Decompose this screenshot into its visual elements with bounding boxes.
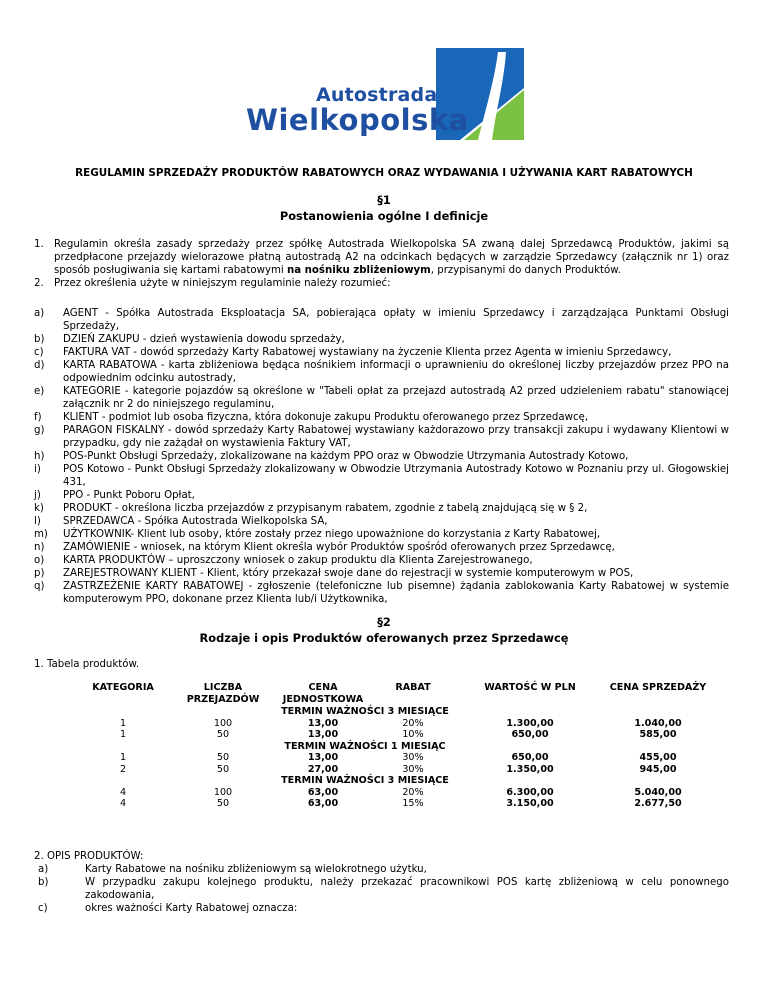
term-label: TERMIN WAŻNOŚCI 3 MIESIĄCE — [281, 706, 449, 717]
definition-item — [0, 502, 768, 515]
definition-label: j) — [34, 490, 41, 501]
definition-label: b) — [34, 334, 45, 345]
definition-label: i) — [34, 464, 41, 475]
intro-item-number: 1. — [34, 239, 44, 250]
definition-item — [0, 307, 768, 333]
intro-list — [0, 238, 768, 290]
definition-label: k) — [34, 503, 44, 514]
opis-label: b) — [38, 877, 49, 888]
table-row: 2 50 27,00 30% 1.350,00 945,00 — [119, 763, 677, 775]
table-row: 4 100 63,00 20% 6.300,00 5.040,00 — [119, 786, 682, 798]
intro-item-text: Regulamin określa zasady sprzedaży przez spółkę Autostrada Wielkopolska SA zwaną dalej Sprzedawcą Produktów, jakimi są przedpłacone przejazdy wielorazowe płatną autostradą A2 na odcinkach będących w zarządzie Sprzedawcy (załącznik nr 1) oraz sposób posługiwania się kartami rabatowymi na nośniku zbliżeniowym, przypisanymi do danych Produktów. — [54, 239, 729, 276]
opis-produktow — [0, 850, 768, 915]
opis-item — [0, 902, 768, 915]
definition-text: ZAREJESTROWANY KLIENT - Klient, który przekazał swoje dane do rejestracji w systemie komputerowym w POS, — [63, 568, 634, 579]
opis-label: c) — [38, 903, 48, 914]
definition-item — [0, 541, 768, 554]
table-row: 1 50 13,00 30% 650,00 455,00 — [119, 752, 677, 763]
header-liczba: LICZBA PRZEJAZDÓW — [186, 682, 260, 705]
document-title: REGULAMIN SPRZEDAŻY PRODUKTÓW RABATOWYCH ORAZ WYDAWANIA I UŻYWANIA KART RABATOWYCH — [75, 167, 693, 179]
section-2-number: §2 — [377, 615, 391, 629]
term-label: TERMIN WAŻNOŚCI 1 MIESIĄC — [284, 740, 446, 752]
definition-label: h) — [34, 451, 45, 462]
definition-label: g) — [34, 425, 45, 436]
table-row: 1 100 13,00 20% 1.300,00 1.040,00 — [119, 717, 682, 729]
definition-label: n) — [34, 542, 45, 553]
table-intro: 1. Tabela produktów. — [34, 659, 140, 670]
definition-text: PPO - Punkt Poboru Opłat, — [63, 490, 195, 501]
definition-label: c) — [34, 347, 44, 358]
definition-text: KARTA RABATOWA - karta zbliżeniowa będąca nośnikiem informacji o uprawnieniu do określonej liczby przejazdów przez PPO na odpowiednim odcinku autostrady, — [63, 360, 729, 384]
definition-item — [0, 489, 768, 502]
definition-item — [0, 580, 768, 606]
table-header-row — [85, 682, 711, 706]
intro-item-text: Przez określenia użyte w niniejszym regulaminie należy rozumieć: — [54, 278, 391, 289]
definition-text: KARTA PRODUKTÓW – uproszczony wniosek o zakup produktu dla Klienta Zarejestrowanego, — [63, 555, 533, 566]
opis-label: a) — [38, 864, 49, 875]
product-table — [85, 682, 711, 810]
definition-label: a) — [34, 308, 45, 319]
opis-text: Karty Rabatowe na nośniku zbliżeniowym są wielokrotnego użytku, — [85, 864, 427, 875]
definition-text: KATEGORIE - kategorie pojazdów są określone w "Tabeli opłat za przejazd autostradą A2 przed udzieleniem rabatu" stanowiącej załącznik nr 2 do niniejszego regulaminu, — [63, 386, 729, 410]
definition-label: q) — [34, 581, 45, 592]
definition-label: p) — [34, 568, 45, 579]
definition-text: FAKTURA VAT - dowód sprzedaży Karty Rabatowej wystawiany na życzenie Klienta przez Agenta w imieniu Sprzedawcy, — [63, 347, 672, 358]
definition-item — [0, 554, 768, 567]
definition-item — [0, 424, 768, 450]
header-wartosc: WARTOŚĆ W PLN — [484, 682, 576, 693]
definitions-list — [0, 307, 768, 606]
definition-item — [0, 450, 768, 463]
definition-label: e) — [34, 386, 45, 397]
section-2-heading: Rodzaje i opis Produktów oferowanych przez Sprzedawcę — [199, 631, 569, 645]
term-label: TERMIN WAŻNOŚCI 3 MIESIĄCE — [281, 775, 449, 786]
definition-item — [0, 567, 768, 580]
opis-text: okres ważności Karty Rabatowej oznacza: — [85, 903, 298, 914]
logo-line-1: Autostrada — [316, 84, 438, 106]
table-row: 4 50 63,00 15% 3.150,00 2.677,50 — [119, 798, 682, 809]
header-cena-jednostkowa: CENA JEDNOSTKOWA — [282, 682, 364, 705]
definition-text: DZIEŃ ZAKUPU - dzień wystawienia dowodu sprzedaży, — [63, 334, 345, 345]
table-row: 1 50 13,00 10% 650,00 585,00 — [119, 729, 677, 740]
definition-label: o) — [34, 555, 45, 566]
definition-text: POS-Punkt Obsługi Sprzedaży, zlokalizowane na każdym PPO oraz w Obwodzie Utrzymania Autostrady Kotowo, — [63, 451, 629, 462]
logo-line-2: Wielkopolska — [246, 103, 469, 137]
definition-item — [0, 385, 768, 411]
definition-text: ZASTRZEŻENIE KARTY RABATOWEJ - zgłoszenie (telefoniczne lub pisemne) żądania zablokowania Karty Rabatowej w systemie komputerowym PPO, dokonane przez Klienta lub/i Użytkownika, — [63, 581, 729, 605]
section-1-heading: Postanowienia ogólne I definicje — [279, 209, 489, 223]
header-kategoria: KATEGORIA — [92, 682, 154, 693]
definition-label: f) — [34, 412, 42, 423]
opis-heading: 2. OPIS PRODUKTÓW: — [34, 851, 144, 862]
opis-item — [0, 876, 768, 902]
definition-text: UŻYTKOWNIK- Klient lub osoby, które zostały przez niego upoważnione do korzystania z Karty Rabatowej, — [63, 529, 601, 540]
definition-item — [0, 346, 768, 359]
definition-item — [0, 411, 768, 424]
definition-label: d) — [34, 360, 45, 371]
definition-label: m) — [34, 529, 48, 540]
intro-bold-text: na nośniku zbliżeniowym — [287, 265, 431, 276]
definition-item — [0, 359, 768, 385]
company-logo — [246, 48, 521, 140]
intro-item-number: 2. — [34, 278, 44, 289]
section-1-number: §1 — [377, 193, 391, 207]
definition-label: l) — [34, 516, 41, 527]
definition-text: PARAGON FISKALNY - dowód sprzedaży Karty Rabatowej wystawiany każdorazowo przy transakcji zakupu i wydawany Klientowi w przypadku, gdy nie zażądał on wystawienia Faktury VAT, — [63, 425, 729, 449]
opis-text: W przypadku zakupu kolejnego produktu, należy przekazać pracownikowi POS kartę zbliżeniową w celu ponownego zakodowania, — [85, 877, 729, 901]
definition-text: AGENT - Spółka Autostrada Eksploatacja SA, pobierająca opłaty w imieniu Sprzedawcy i zarządzająca Punktami Obsługi Sprzedaży, — [63, 308, 729, 332]
definition-text: KLIENT - podmiot lub osoba fizyczna, która dokonuje zakupu Produktu oferowanego przez Sprzedawcę, — [63, 412, 589, 423]
definition-item — [0, 333, 768, 346]
definition-item — [0, 463, 768, 489]
intro-item-1 — [0, 238, 768, 277]
definition-text: ZAMÓWIENIE - wniosek, na którym Klient określa wybór Produktów spośród oferowanych przez Sprzedawcę, — [63, 542, 615, 553]
opis-item — [0, 863, 768, 876]
definition-item — [0, 515, 768, 528]
intro-item-2 — [0, 277, 768, 290]
definition-item — [0, 528, 768, 541]
definition-text: PRODUKT - określona liczba przejazdów z przypisanym rabatem, zgodnie z tabelą znajdującą się w § 2, — [63, 503, 588, 514]
definition-text: POS Kotowo - Punkt Obsługi Sprzedaży zlokalizowany w Obwodzie Utrzymania Autostrady Kotowo w Poznaniu przy ul. Głogowskiej 431, — [63, 464, 729, 488]
header-cena-sprzedazy: CENA SPRZEDAŻY — [609, 682, 707, 693]
definition-text: SPRZEDAWCA - Spółka Autostrada Wielkopolska SA, — [63, 516, 328, 527]
header-rabat: RABAT — [395, 682, 431, 693]
